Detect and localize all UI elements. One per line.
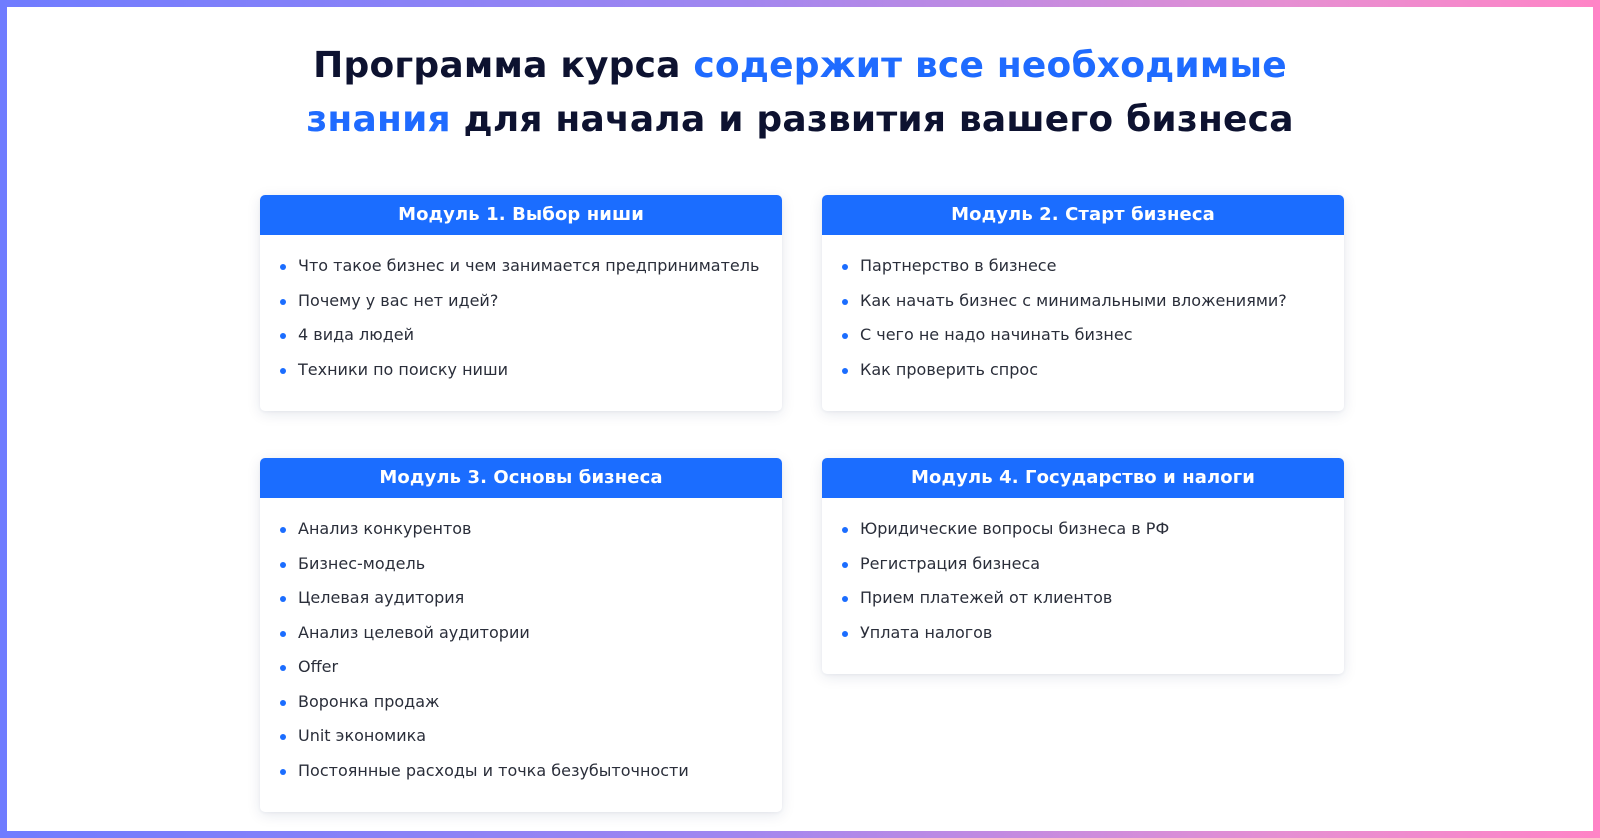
topic-text: Анализ целевой аудитории [298,622,530,642]
list-item [298,685,762,720]
list-item [860,581,1324,616]
bullet-dot-icon [280,562,286,568]
topic-text: Прием платежей от клиентов [860,588,1113,607]
module-topic-list [260,498,782,812]
module-card-3 [260,458,782,812]
topic-text: Уплата налогов [860,622,993,642]
bullet-dot-icon [280,264,286,270]
list-item [860,616,1324,651]
module-card-4 [822,458,1344,674]
list-item [298,353,762,388]
headline-line2-dark: для начала и развития вашего бизнеса [450,99,1294,141]
topic-text: Почему у вас нет идей? [298,290,499,310]
bullet-dot-icon [280,700,286,706]
bullet-dot-icon [842,631,848,637]
module-title: Модуль 4. Государство и налоги [822,458,1344,498]
list-item [298,512,762,547]
list-item [298,616,762,651]
list-item [860,547,1324,582]
topic-text: Offer [298,657,339,676]
list-item [298,754,762,789]
bullet-dot-icon [280,299,286,305]
list-item [860,353,1324,388]
list-item [298,284,762,319]
bullet-dot-icon [842,264,848,270]
list-item [298,719,762,754]
topic-text: Анализ конкурентов [298,519,472,538]
topic-text: Юридические вопросы бизнеса в РФ [860,519,1170,538]
bullet-dot-icon [842,562,848,568]
module-title: Модуль 2. Старт бизнеса [822,195,1344,235]
list-item [860,512,1324,547]
topic-text: Регистрация бизнеса [860,553,1041,573]
list-item [860,284,1324,319]
section-headline [7,39,1593,147]
topic-text: С чего не надо начинать бизнес [860,325,1133,344]
bullet-dot-icon [280,333,286,339]
list-item [298,547,762,582]
module-card-1 [260,195,782,411]
bullet-dot-icon [280,631,286,637]
course-program-section [7,7,1593,831]
list-item [298,249,762,284]
topic-text: Как начать бизнес с минимальными вложениями? [860,290,1287,310]
headline-line1-dark: Программа курса [313,45,694,87]
topic-text: Целевая аудитория [298,588,465,607]
bullet-dot-icon [842,299,848,305]
module-title: Модуль 1. Выбор ниши [260,195,782,235]
bullet-dot-icon [280,734,286,740]
list-item [860,318,1324,353]
list-item [298,650,762,685]
module-topic-list [822,498,1344,674]
module-topic-list [822,235,1344,411]
bullet-dot-icon [842,368,848,374]
topic-text: Unit экономика [298,726,427,745]
topic-text: Как проверить спрос [860,359,1038,379]
topic-text: Постоянные расходы и точка безубыточности [298,760,689,780]
topic-text: Партнерство в бизнесе [860,256,1057,275]
list-item [298,581,762,616]
list-item [298,318,762,353]
bullet-dot-icon [842,333,848,339]
bullet-dot-icon [280,596,286,602]
topic-text: Что такое бизнес и чем занимается предприниматель [298,256,760,275]
bullet-dot-icon [842,596,848,602]
bullet-dot-icon [280,368,286,374]
topic-text: 4 вида людей [298,325,415,344]
bullet-dot-icon [280,527,286,533]
module-card-2 [822,195,1344,411]
module-title: Модуль 3. Основы бизнеса [260,458,782,498]
topic-text: Воронка продаж [298,691,440,711]
topic-text: Бизнес-модель [298,553,426,573]
headline-line1-accent: содержит все необходимые [693,45,1287,87]
bullet-dot-icon [280,769,286,775]
topic-text: Техники по поиску ниши [298,359,508,379]
bullet-dot-icon [842,527,848,533]
bullet-dot-icon [280,665,286,671]
module-topic-list [260,235,782,411]
list-item [860,249,1324,284]
headline-line2-accent: знания [306,99,451,141]
